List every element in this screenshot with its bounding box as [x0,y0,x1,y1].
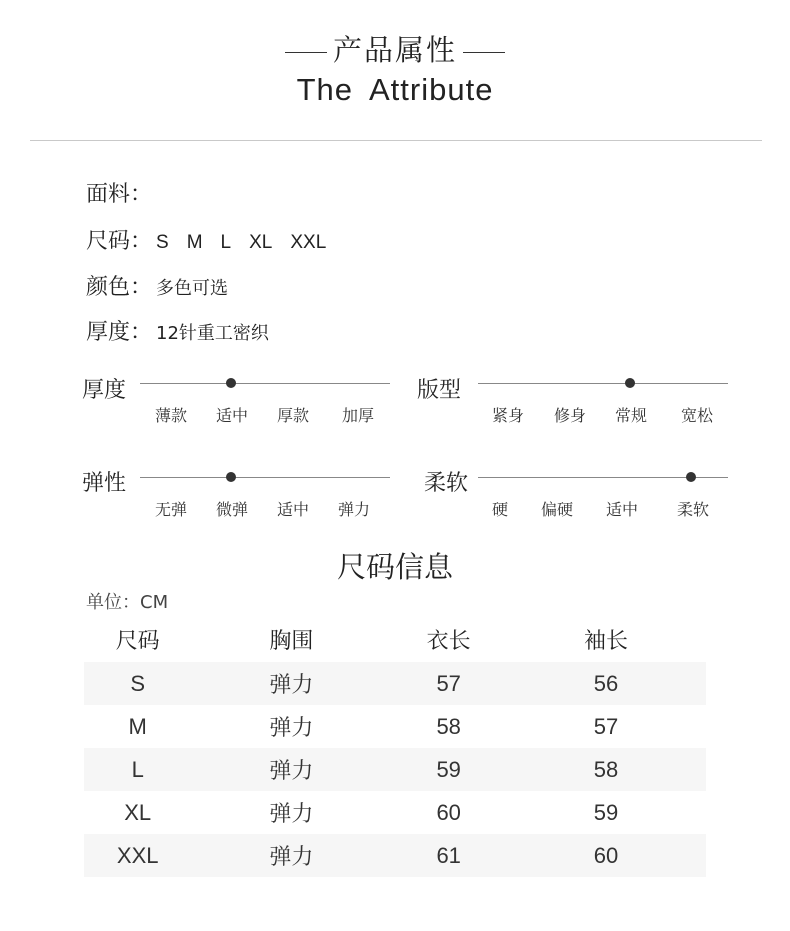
attr-size-values [156,232,344,253]
scale-line [478,383,728,384]
table-cell: XXL [116,842,159,868]
table-cell: 58 [436,713,461,739]
scale-tick-label: 常规 [614,406,647,425]
title-en [0,72,790,108]
scale-line [140,477,390,478]
scale-marker-dot [686,472,696,482]
table-row [84,791,706,834]
scale-tick-label: 适中 [605,500,638,519]
scale-tick-label: 柔软 [676,500,709,519]
scale-tick-label: 加厚 [341,406,374,425]
scale-tick-label: 弹力 [337,500,370,519]
title-dash-right [463,52,505,53]
scale-tick-label: 宽松 [680,406,713,425]
attr-size-label: 尺码： [86,229,153,254]
col-header: 衣长 [426,627,471,653]
scale-tick-label: 紧身 [491,406,524,425]
scale-line [140,383,390,384]
table-cell: S [130,670,146,696]
col-header: 胸围 [269,627,314,653]
table-row [84,662,706,705]
attr-thickness-label: 厚度： [86,320,153,345]
scale-tick-label: 薄款 [154,406,187,425]
table-cell: 60 [436,799,461,825]
table-row [84,748,706,791]
attr-thickness-value: 12针重工密织 [156,323,269,344]
table-cell: 59 [593,799,619,825]
scale-marker-dot [226,378,236,388]
table-cell: 57 [436,670,461,696]
section-title-attributes [0,28,790,69]
scale-label: 厚度 [82,378,127,403]
table-cell: 59 [436,756,461,782]
table-cell: 57 [593,713,619,739]
col-header: 袖长 [584,627,629,653]
table-cell: 61 [436,842,461,868]
size-option: S [156,232,169,253]
scale-marker-dot [625,378,635,388]
divider [30,140,762,141]
table-cell: 弹力 [269,758,314,783]
table-cell: XL [124,799,152,825]
title-en-word-1: The [296,72,353,107]
section-title-size-info: 尺码信息 [336,550,453,584]
size-option: XL [249,232,273,253]
size-option: M [186,232,203,253]
attr-fabric-label: 面料： [86,182,153,207]
scale-label: 版型 [417,378,462,403]
scale-label: 柔软 [424,471,469,496]
scale-marker-dot [226,472,236,482]
size-table [84,616,706,877]
scale-tick-label: 修身 [553,406,586,425]
col-header: 尺码 [115,627,160,653]
attr-thickness [86,315,269,346]
table-cell: 弹力 [269,844,314,869]
attr-fabric [86,177,152,208]
scale-tick-label: 微弹 [215,500,248,519]
table-cell: M [128,713,147,739]
size-option: XXL [290,232,327,253]
title-en-word-2: Attribute [368,72,494,107]
table-cell: 弹力 [269,801,314,826]
table-cell: 56 [593,670,619,696]
attr-size [86,224,344,255]
table-row [84,705,706,748]
table-cell: 58 [593,756,619,782]
scale-tick-label: 偏硬 [540,500,573,519]
unit-label: 单位：CM [86,592,169,613]
table-cell: 弹力 [269,715,314,740]
scale-tick-label: 无弹 [154,500,187,519]
attr-color-label: 颜色： [86,275,153,300]
title-zh: 产品属性 [332,33,457,67]
table-cell: 60 [593,842,619,868]
scale-tick-label: 硬 [491,500,508,519]
table-header [84,616,706,662]
attr-color-value: 多色可选 [156,278,229,299]
title-dash-left [285,52,327,53]
table-row [84,834,706,877]
scale-label: 弹性 [82,471,127,496]
attr-color [86,270,228,301]
table-cell: 弹力 [269,672,314,697]
table-cell: L [131,756,144,782]
scale-tick-label: 适中 [215,406,248,425]
scale-tick-label: 厚款 [276,406,309,425]
scale-tick-label: 适中 [276,500,309,519]
size-option: L [220,232,232,253]
